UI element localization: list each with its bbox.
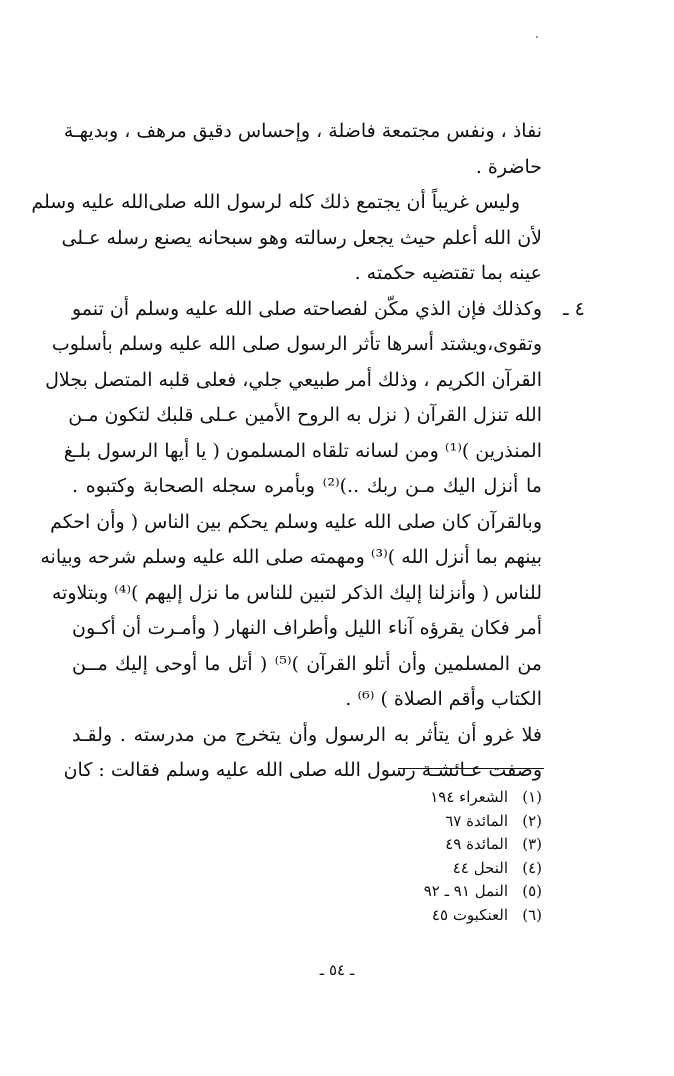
text-line: حاضرة . xyxy=(475,155,542,178)
text-line: عينه بما تقتضيه حكمته . xyxy=(354,262,542,284)
footnote-text: العنكبوت ٤٥ xyxy=(431,905,508,924)
text-line: وليس غريباً أن يجتمع ذلك كله لرسول الله صلى‌الله عليه وسلم xyxy=(31,191,520,213)
footnote-item xyxy=(372,904,542,928)
text-line: الكتاب وأقم الصلاة ) ⁽⁶⁾ . xyxy=(345,688,542,710)
text-line: وبالقرآن كان صلى الله عليه وسلم يحكم بين الناس ( وأن احكم xyxy=(50,510,542,533)
footnote-text: النمل ٩١ ـ ٩٢ xyxy=(423,882,508,900)
text-line: وكذلك فإن الذي مكّن لفصاحته صلى الله عليه وسلم أن تنمو xyxy=(71,297,542,320)
footnote-text: المائدة ٤٩ xyxy=(445,835,508,853)
scan-speck xyxy=(536,36,538,38)
text-line: للناس ( وأنزلنا إليك الذكر لتبين للناس ما نزل إليهم )⁽⁴⁾ وبتلاوته xyxy=(51,581,542,604)
main-text xyxy=(31,114,542,789)
footnote-number: (٣) xyxy=(522,835,542,853)
text-line: وتقوى،ويشتد أسرها تأثر الرسول صلى الله عليه وسلم بأسلوب xyxy=(51,333,542,355)
text-line: الله تنزل القرآن ( نزل به الروح الأمين عـلى قلبك لتكون مـن xyxy=(68,404,542,426)
footnote-number: (٢) xyxy=(522,811,542,830)
text-line: لأن الله أعلم حيث يجعل رسالته وهو سبحانه يصنع رسله عـلى xyxy=(61,226,542,249)
footnote-number: (٤) xyxy=(522,858,542,877)
text-line: بينهم بما أنزل الله )⁽³⁾ ومهمته صلى الله عليه وسلم شرحه وبيانه xyxy=(40,546,542,568)
footnote-item xyxy=(372,833,542,857)
footnote-number: (٥) xyxy=(522,882,542,900)
footnote-item xyxy=(372,786,542,810)
list-item-number: ٤ ـ xyxy=(563,298,585,320)
footnotes xyxy=(372,786,542,927)
text-line: أمر فكان يقرؤه آناء الليل وأطراف النهار ( وأمـرت أن أكـون xyxy=(72,617,542,639)
text-line: ما أنزل اليك مـن ربك ..)⁽²⁾ وبأمره سجله الصحابة وكتبوه . xyxy=(72,475,542,497)
page-number: ـ ٥٤ ـ xyxy=(319,961,355,979)
text-line: فلا غرو أن يتأثر به الرسول وأن يتخرج من مدرسته . ولقـد xyxy=(72,723,542,746)
text-line: القرآن الكريم ، وذلك أمر طبيعي جلي، فعلى قلبه المتصل بجلال xyxy=(45,368,542,391)
footnote-item xyxy=(372,810,542,834)
footnote-number: (٦) xyxy=(522,905,542,924)
footnote-text: الشعراء ١٩٤ xyxy=(430,788,508,806)
text-line: من المسلمين وأن أتلو القرآن )⁽⁵⁾ ( أتل ما أوحى إليك مــن xyxy=(72,652,542,675)
footnote-number: (١) xyxy=(522,788,542,806)
text-line: وصفت عـائشـة رسول الله صلى الله عليه وسلم فقالت : كان xyxy=(63,759,542,781)
footnote-item xyxy=(372,880,542,904)
text-line: نفاذ ، ونفس مجتمعة فاضلة ، وإحساس دقيق مرهف ، وبديهـة xyxy=(63,120,542,142)
footnote-item xyxy=(372,857,542,881)
footnote-divider xyxy=(398,768,544,769)
text-line: المنذرين )⁽¹⁾ ومن لسانه تلقاه المسلمون ( يا أيها الرسول بلـغ xyxy=(63,439,542,462)
footnote-text: المائدة ٦٧ xyxy=(445,811,508,830)
footnote-text: النحل ٤٤ xyxy=(452,858,508,877)
